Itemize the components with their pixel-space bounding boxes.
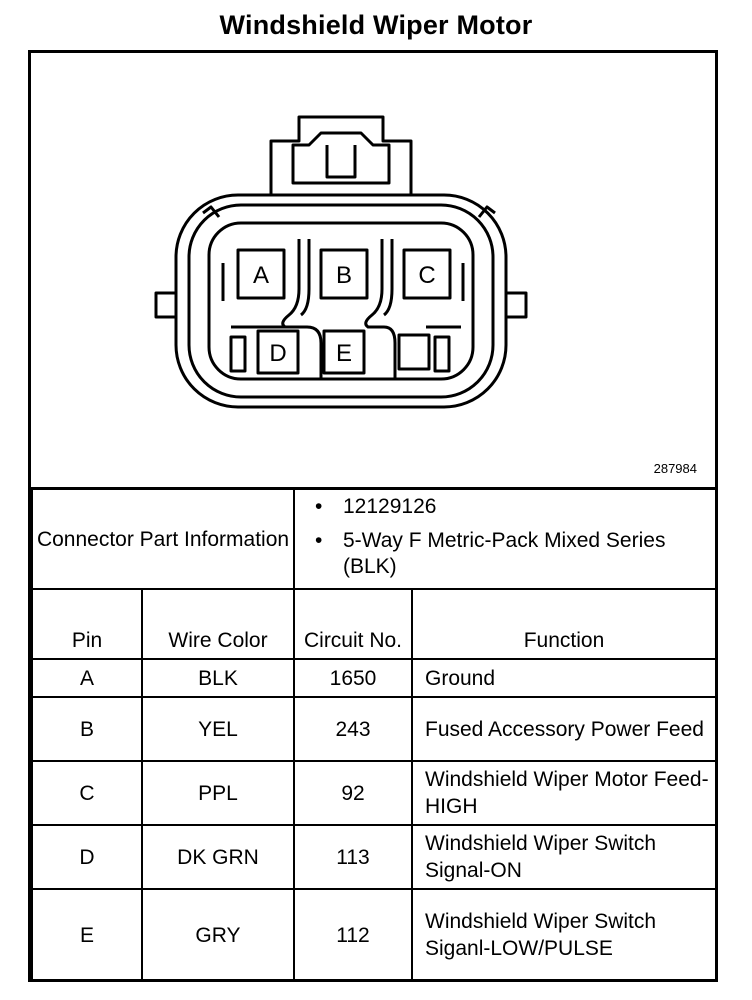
connector-frame	[28, 50, 718, 982]
cavity-label-a: A	[252, 262, 270, 289]
cavity-label-e: E	[335, 340, 353, 367]
function-cell: Windshield Wiper Switch Signal-ON	[412, 825, 716, 889]
header-circuit-no: Circuit No.	[294, 589, 412, 659]
function-cell: Fused Accessory Power Feed	[412, 697, 716, 761]
cavity-label-b: B	[335, 262, 353, 289]
connector-drawing	[31, 53, 715, 487]
circuit-cell: 243	[294, 697, 412, 761]
wire-color-cell: DK GRN	[142, 825, 294, 889]
pin-cell: E	[32, 889, 142, 981]
cavity-label-c: C	[418, 262, 436, 289]
wire-color-cell: PPL	[142, 761, 294, 825]
left-tab	[156, 293, 176, 317]
pin-cell: B	[32, 697, 142, 761]
function-cell: Windshield Wiper Switch Siganl-LOW/PULSE	[412, 889, 716, 981]
circuit-cell: 113	[294, 825, 412, 889]
figure-id: 287984	[653, 461, 697, 476]
cavity-blank	[399, 335, 429, 369]
circuit-cell: 112	[294, 889, 412, 981]
table-row	[32, 825, 716, 889]
connector-info-label: Connector Part Information	[32, 489, 294, 590]
pin-cell: C	[32, 761, 142, 825]
table-row	[32, 889, 716, 981]
wire-color-cell: GRY	[142, 889, 294, 981]
wire-color-cell: YEL	[142, 697, 294, 761]
pin-cell: A	[32, 659, 142, 697]
table-row	[32, 659, 716, 697]
divider-left	[283, 239, 321, 379]
header-function: Function	[412, 589, 716, 659]
circuit-cell: 92	[294, 761, 412, 825]
wire-color-cell: BLK	[142, 659, 294, 697]
function-cell: Windshield Wiper Motor Feed-HIGH	[412, 761, 716, 825]
table-row	[32, 761, 716, 825]
connector-info-row	[32, 489, 716, 590]
function-cell: Ground	[412, 659, 716, 697]
connector-description: • 5-Way F Metric-Pack Mixed Series (BLK)	[315, 528, 715, 580]
cavity-label-d: D	[269, 340, 287, 367]
connector-diagram	[31, 53, 715, 487]
pinout-table	[31, 487, 717, 982]
page-title: Windshield Wiper Motor	[219, 10, 533, 40]
table-row	[32, 697, 716, 761]
outer-shell-inner	[189, 205, 493, 397]
header-pin: Pin	[32, 589, 142, 659]
connector-info-list	[294, 489, 716, 590]
pin-cell: D	[32, 825, 142, 889]
table-header-row	[32, 589, 716, 659]
right-tab	[506, 293, 526, 317]
header-wire-color: Wire Color	[142, 589, 294, 659]
circuit-cell: 1650	[294, 659, 412, 697]
connector-part-number: • 12129126	[315, 494, 715, 520]
